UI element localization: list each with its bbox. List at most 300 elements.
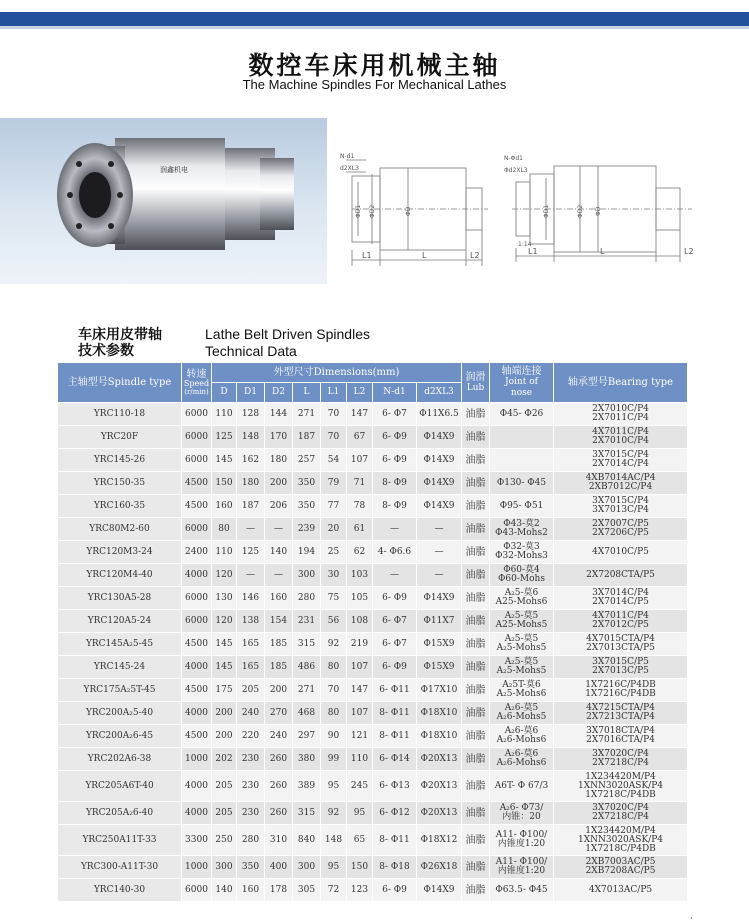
cell-l2: 105	[347, 587, 373, 610]
cell-joint-line: Φ32-莫3	[503, 542, 540, 552]
cell-d2xl3: Φ14X9	[417, 472, 462, 495]
cell-bearing-line: 1XNN3020ASK/P4	[578, 780, 663, 791]
cell-d2: —	[265, 564, 293, 587]
cell-lub: 油脂	[462, 633, 490, 656]
table-row	[58, 679, 688, 702]
top-banner	[0, 12, 749, 26]
cell-d: 120	[212, 610, 237, 633]
drawing-left-l2: L2	[470, 251, 480, 260]
cell-d2: 144	[265, 403, 293, 426]
cell-speed: 3300	[182, 825, 212, 856]
cell-bearing-line: 2X7007C/P5	[592, 519, 649, 529]
photo-label: 润鑫机电	[160, 166, 188, 174]
cell-type: YRC202A6-38	[58, 748, 182, 771]
cell-bearing-line: 2X7208CTA/P5	[586, 569, 655, 580]
cell-bearing	[554, 472, 688, 495]
cell-joint-line: Φ43-Mohs2	[495, 528, 548, 538]
cell-bearing	[554, 856, 688, 879]
cell-lub: 油脂	[462, 825, 490, 856]
cell-bearing	[554, 656, 688, 679]
cell-bearing-line: 3X7013C/P4	[592, 505, 649, 515]
cell-l2: 65	[347, 825, 373, 856]
cell-l: 271	[293, 679, 321, 702]
cell-bearing-line: 2X7013CTA/P5	[586, 643, 655, 653]
cell-joint-line: 内锥度1:20	[497, 866, 546, 876]
cell-joint-line: Φ63.5- Φ45	[495, 884, 548, 895]
cell-joint	[490, 564, 554, 587]
cell-type: YRC160-35	[58, 495, 182, 518]
cell-d1: 160	[237, 879, 265, 902]
cell-joint-line: A₂5-莫6	[504, 588, 539, 598]
cell-joint-line: A₂5-莫5	[504, 634, 539, 644]
cell-l: 350	[293, 472, 321, 495]
th-joint-cn: 轴端连接	[501, 366, 542, 377]
cell-bearing	[554, 748, 688, 771]
cell-n-d1: —	[373, 518, 417, 541]
table-row	[58, 403, 688, 426]
cell-bearing-line: 3X7020C/P4	[592, 749, 649, 759]
cell-l: 350	[293, 495, 321, 518]
cell-speed: 4500	[182, 679, 212, 702]
cell-joint-line: Φ60-Mohs	[498, 574, 545, 584]
cell-d2: —	[265, 518, 293, 541]
th-speed-unit: (r/min)	[184, 388, 209, 396]
cell-l1: 90	[321, 725, 347, 748]
cell-l2: 123	[347, 879, 373, 902]
cell-l1: 20	[321, 518, 347, 541]
drawing-left	[338, 150, 498, 268]
cell-l2: 95	[347, 802, 373, 825]
cell-speed: 6000	[182, 403, 212, 426]
cell-n-d1: 6- Φ9	[373, 656, 417, 679]
cell-d2xl3: Φ14X9	[417, 449, 462, 472]
drawing-left-d2: ΦD2	[369, 204, 376, 218]
cell-d2: 400	[265, 856, 293, 879]
drawing-right	[500, 150, 700, 270]
cell-d: 205	[212, 771, 237, 802]
cell-d1: 146	[237, 587, 265, 610]
cell-l1: 77	[321, 495, 347, 518]
cell-type: YRC140-30	[58, 879, 182, 902]
cell-joint-line: A₂6-Mohs6	[496, 758, 547, 768]
cell-joint-line: Φ32-Mohs3	[495, 551, 548, 561]
cell-joint	[490, 802, 554, 825]
th-joint-en2: nose	[510, 388, 533, 398]
cell-d: 110	[212, 403, 237, 426]
cell-n-d1: —	[373, 564, 417, 587]
cell-type: YRC20F	[58, 426, 182, 449]
drawing-right-d: ΦD	[595, 206, 602, 216]
cell-bearing	[554, 633, 688, 656]
cell-speed: 6000	[182, 426, 212, 449]
cell-speed: 4500	[182, 725, 212, 748]
cell-l1: 70	[321, 679, 347, 702]
cell-d1: 240	[237, 702, 265, 725]
subtitle-cn-line1: 车床用皮带轴	[78, 327, 162, 343]
th-dim-d1: D1	[237, 383, 265, 403]
cell-type: YRC120A5-24	[58, 610, 182, 633]
cell-n-d1: 6- Φ7	[373, 610, 417, 633]
cell-l2: 78	[347, 495, 373, 518]
cell-l1: 72	[321, 879, 347, 902]
cell-speed: 2400	[182, 541, 212, 564]
cell-lub: 油脂	[462, 725, 490, 748]
cell-bearing-line: 2X7010C/P4	[592, 404, 649, 414]
cell-type: YRC205A6T-40	[58, 771, 182, 802]
cell-d: 200	[212, 702, 237, 725]
subtitle-cn-line2: 技术参数	[78, 343, 134, 359]
cell-bearing-line: 3X7018CTA/P4	[586, 726, 655, 736]
cell-d1: —	[237, 518, 265, 541]
cell-d2: 200	[265, 472, 293, 495]
cell-joint	[490, 679, 554, 702]
cell-n-d1: 6- Φ14	[373, 748, 417, 771]
cell-bearing-line: 1X7218C/P4DB	[585, 789, 656, 800]
th-dim-l2: L2	[347, 383, 373, 403]
cell-bearing-line: 1X234420M/P4	[585, 771, 656, 782]
cell-bearing	[554, 825, 688, 856]
cell-l1: 95	[321, 771, 347, 802]
cell-speed: 4500	[182, 472, 212, 495]
th-type: 主轴型号Spindle type	[58, 363, 182, 403]
cell-l: 468	[293, 702, 321, 725]
cell-d2xl3: Φ20X13	[417, 771, 462, 802]
table-row	[58, 495, 688, 518]
cell-lub: 油脂	[462, 702, 490, 725]
cell-bearing-line: 1XNN3020ASK/P4	[578, 834, 663, 845]
cell-type: YRC300-A11T-30	[58, 856, 182, 879]
cell-lub: 油脂	[462, 449, 490, 472]
table-row	[58, 587, 688, 610]
table-row	[58, 656, 688, 679]
cell-d2xl3: Φ14X9	[417, 426, 462, 449]
th-dim-d2xl3: d2XL3	[417, 383, 462, 403]
cell-speed: 6000	[182, 449, 212, 472]
th-joint-en1: Joint of	[505, 377, 538, 387]
cell-lub: 油脂	[462, 403, 490, 426]
cell-bearing-line: 3X7015C/P4	[592, 496, 649, 506]
cell-l1: 75	[321, 587, 347, 610]
table-row	[58, 725, 688, 748]
cell-l2: 108	[347, 610, 373, 633]
cell-type: YRC145-24	[58, 656, 182, 679]
cell-l2: 245	[347, 771, 373, 802]
cell-bearing-line: 1X7216C/P4DB	[585, 680, 656, 690]
cell-lub: 油脂	[462, 541, 490, 564]
cell-joint	[490, 656, 554, 679]
cell-type: YRC200A₂6-45	[58, 725, 182, 748]
cell-l1: 92	[321, 802, 347, 825]
cell-joint-line: A₂5-Mohs6	[496, 689, 547, 699]
cell-d2: 260	[265, 771, 293, 802]
drawing-right-d2: ΦD2	[577, 204, 584, 218]
cell-d2xl3: Φ18X10	[417, 702, 462, 725]
table-row	[58, 856, 688, 879]
cell-d2: 154	[265, 610, 293, 633]
cell-d2xl3: Φ14X9	[417, 879, 462, 902]
cell-l: 187	[293, 426, 321, 449]
page-title-cn: 数控车床用机械主轴	[248, 51, 501, 80]
th-speed-en: Speed	[183, 379, 210, 388]
cell-l1: 95	[321, 856, 347, 879]
cell-joint-line: A₂5-莫5	[504, 611, 539, 621]
cell-d2xl3: Φ11X6.5	[417, 403, 462, 426]
cell-d: 145	[212, 449, 237, 472]
cell-speed: 4000	[182, 564, 212, 587]
cell-bearing-line: 2X7013C/P5	[592, 666, 649, 676]
cell-l: 305	[293, 879, 321, 902]
cell-type: YRC110-18	[58, 403, 182, 426]
cell-joint-line: A₂5-Mohs5	[496, 643, 547, 653]
cell-joint	[490, 587, 554, 610]
cell-speed: 4000	[182, 771, 212, 802]
cell-bearing-line: 2X7012C/P5	[592, 620, 649, 630]
cell-d: 250	[212, 825, 237, 856]
th-bearing: 轴承型号Bearing type	[554, 363, 688, 403]
cell-bearing-line: 2X7011C/P4	[592, 413, 649, 423]
cell-bearing-line: 2X7213CTA/P4	[586, 712, 655, 722]
cell-d2xl3: Φ20X13	[417, 748, 462, 771]
cell-d2xl3: Φ17X10	[417, 679, 462, 702]
cell-speed: 4500	[182, 633, 212, 656]
cell-type: YRC80M2-60	[58, 518, 182, 541]
cell-lub: 油脂	[462, 748, 490, 771]
drawing-right-l: L	[600, 247, 605, 256]
table-row	[58, 633, 688, 656]
cell-lub: 油脂	[462, 610, 490, 633]
cell-lub: 油脂	[462, 802, 490, 825]
cell-joint	[490, 518, 554, 541]
cell-lub: 油脂	[462, 656, 490, 679]
cell-joint	[490, 403, 554, 426]
cell-d2: 140	[265, 541, 293, 564]
cell-bearing-line: 3X7015C/P4	[592, 450, 649, 460]
cell-d1: 138	[237, 610, 265, 633]
cell-bearing	[554, 879, 688, 902]
cell-lub: 油脂	[462, 518, 490, 541]
cell-joint	[490, 426, 554, 449]
cell-n-d1: 6- Φ9	[373, 449, 417, 472]
cell-speed: 6000	[182, 610, 212, 633]
cell-joint-line: A₂5-Mohs5	[496, 666, 547, 676]
cell-d: 125	[212, 426, 237, 449]
cell-n-d1: 8- Φ18	[373, 856, 417, 879]
cell-d2xl3: Φ15X9	[417, 656, 462, 679]
cell-n-d1: 6- Φ9	[373, 587, 417, 610]
cell-d2: 240	[265, 725, 293, 748]
cell-lub: 油脂	[462, 856, 490, 879]
cell-bearing-line: 4X7011C/P4	[592, 427, 649, 437]
cell-joint-line: Φ95- Φ51	[499, 500, 544, 511]
cell-d2: 160	[265, 587, 293, 610]
subtitle-en-line2: Technical Data	[205, 343, 297, 359]
drawing-right-l2: L2	[684, 247, 694, 256]
cell-lub: 油脂	[462, 564, 490, 587]
cell-d2xl3: Φ14X9	[417, 587, 462, 610]
cell-d2: 200	[265, 679, 293, 702]
cell-l2: 107	[347, 702, 373, 725]
cell-l1: 25	[321, 541, 347, 564]
cell-l1: 56	[321, 610, 347, 633]
cell-type: YRC175A₂5T-45	[58, 679, 182, 702]
th-dim-d: D	[212, 383, 237, 403]
table-row	[58, 518, 688, 541]
cell-n-d1: 8- Φ11	[373, 725, 417, 748]
cell-d1: 125	[237, 541, 265, 564]
cell-joint-line: A25-Mohs6	[495, 597, 548, 607]
spindle-photo	[0, 118, 327, 284]
cell-speed: 4500	[182, 495, 212, 518]
cell-l2: 150	[347, 856, 373, 879]
cell-d: 120	[212, 564, 237, 587]
cell-bearing-line: 2X7014C/P5	[592, 597, 649, 607]
cell-bearing-line: 4X7010C/P5	[592, 546, 649, 557]
cell-speed: 6000	[182, 518, 212, 541]
cell-d1: —	[237, 564, 265, 587]
table-row	[58, 449, 688, 472]
cell-speed: 4000	[182, 656, 212, 679]
table-row	[58, 564, 688, 587]
cell-n-d1: 8- Φ11	[373, 702, 417, 725]
cell-bearing-line: 2X7014C/P4	[592, 459, 649, 469]
cell-joint-line: A₂6-莫6	[504, 726, 539, 736]
cell-joint-line: Φ60-莫4	[503, 565, 540, 575]
th-dim-d2: D2	[265, 383, 293, 403]
cell-joint	[490, 825, 554, 856]
cell-d1: 220	[237, 725, 265, 748]
cell-type: YRC145-26	[58, 449, 182, 472]
cell-bearing-line: 3X7015C/P5	[592, 657, 649, 667]
cell-l2: 67	[347, 426, 373, 449]
cell-joint	[490, 449, 554, 472]
cell-d2xl3: Φ18X10	[417, 725, 462, 748]
cell-bearing-line: 2X7016CTA/P4	[586, 735, 655, 745]
cell-d1: 162	[237, 449, 265, 472]
drawing-right-l1: L1	[528, 247, 538, 256]
cell-d2xl3: —	[417, 541, 462, 564]
cell-joint-line: A11- Φ100/	[495, 857, 548, 867]
cell-d1: 230	[237, 748, 265, 771]
cell-d: 145	[212, 656, 237, 679]
cell-type: YRC145A₂5-45	[58, 633, 182, 656]
cell-l2: 147	[347, 403, 373, 426]
cell-lub: 油脂	[462, 679, 490, 702]
th-dim-l1: L1	[321, 383, 347, 403]
cell-d: 110	[212, 541, 237, 564]
table-row	[58, 610, 688, 633]
cell-l: 297	[293, 725, 321, 748]
cell-d: 202	[212, 748, 237, 771]
cell-l2: 62	[347, 541, 373, 564]
cell-joint-line: A11- Φ100/	[495, 830, 548, 840]
cell-bearing-line: 4XB7014AC/P4	[585, 473, 656, 483]
cell-l1: 80	[321, 656, 347, 679]
cell-d2: 170	[265, 426, 293, 449]
cell-bearing-line: 2XB7012C/P4	[588, 482, 653, 492]
cell-d2xl3: Φ18X12	[417, 825, 462, 856]
cell-type: YRC200A₂5-40	[58, 702, 182, 725]
page-mark: ·	[690, 914, 693, 924]
cell-type: YRC120M4-40	[58, 564, 182, 587]
cell-d: 130	[212, 587, 237, 610]
cell-l: 300	[293, 856, 321, 879]
cell-joint	[490, 856, 554, 879]
th-dim-l: L	[293, 383, 321, 403]
cell-bearing	[554, 679, 688, 702]
cell-bearing	[554, 564, 688, 587]
th-dims: 外型尺寸Dimensions(mm)	[212, 363, 462, 383]
cell-d1: 148	[237, 426, 265, 449]
cell-l1: 79	[321, 472, 347, 495]
th-lub-cn: 润滑	[465, 371, 486, 383]
cell-l2: 219	[347, 633, 373, 656]
cell-joint	[490, 633, 554, 656]
cell-l: 194	[293, 541, 321, 564]
cell-l: 840	[293, 825, 321, 856]
cell-joint-line: A₂6-Mohs5	[496, 712, 547, 722]
cell-l1: 92	[321, 633, 347, 656]
cell-joint-line: 内锥度1:20	[497, 839, 546, 849]
cell-bearing-line: 2X7218C/P4	[592, 758, 649, 768]
cell-lub: 油脂	[462, 426, 490, 449]
th-dim-n-d1: N-d1	[373, 383, 417, 403]
cell-bearing	[554, 449, 688, 472]
cell-l: 389	[293, 771, 321, 802]
cell-l1: 54	[321, 449, 347, 472]
table-row	[58, 541, 688, 564]
cell-l: 271	[293, 403, 321, 426]
table-row	[58, 879, 688, 902]
th-lub	[462, 363, 490, 403]
table-row	[58, 472, 688, 495]
table-row	[58, 802, 688, 825]
cell-l1: 99	[321, 748, 347, 771]
drawing-left-d1: ΦD1	[355, 204, 362, 218]
cell-d: 300	[212, 856, 237, 879]
cell-d2xl3: Φ14X9	[417, 495, 462, 518]
cell-d1: 180	[237, 472, 265, 495]
cell-type: YRC150-35	[58, 472, 182, 495]
drawing-left-d: ΦD	[405, 206, 412, 216]
cell-n-d1: 6- Φ7	[373, 403, 417, 426]
cell-bearing	[554, 587, 688, 610]
cell-joint-line: A6T- Φ 67/3	[494, 780, 549, 791]
cell-d2xl3: Φ11X7	[417, 610, 462, 633]
cell-bearing-line: 1X234420M/P4	[585, 825, 656, 836]
cell-joint	[490, 725, 554, 748]
cell-n-d1: 6- Φ7	[373, 633, 417, 656]
cell-d: 160	[212, 495, 237, 518]
table-row	[58, 748, 688, 771]
cell-l: 239	[293, 518, 321, 541]
subtitle-cn	[78, 327, 162, 359]
cell-l1: 30	[321, 564, 347, 587]
cell-d: 175	[212, 679, 237, 702]
cell-bearing-line: 2XB7003AC/P5	[585, 857, 656, 867]
cell-l2: 147	[347, 679, 373, 702]
cell-type: YRC130A5-28	[58, 587, 182, 610]
cell-l2: 110	[347, 748, 373, 771]
cell-n-d1: 6- Φ13	[373, 771, 417, 802]
cell-bearing	[554, 541, 688, 564]
cell-n-d1: 4- Φ6.6	[373, 541, 417, 564]
cell-bearing-line: 2X7010C/P4	[592, 436, 649, 446]
cell-d: 145	[212, 633, 237, 656]
cell-d1: 187	[237, 495, 265, 518]
cell-d1: 230	[237, 771, 265, 802]
cell-type: YRC250A11T-33	[58, 825, 182, 856]
cell-speed: 1000	[182, 748, 212, 771]
